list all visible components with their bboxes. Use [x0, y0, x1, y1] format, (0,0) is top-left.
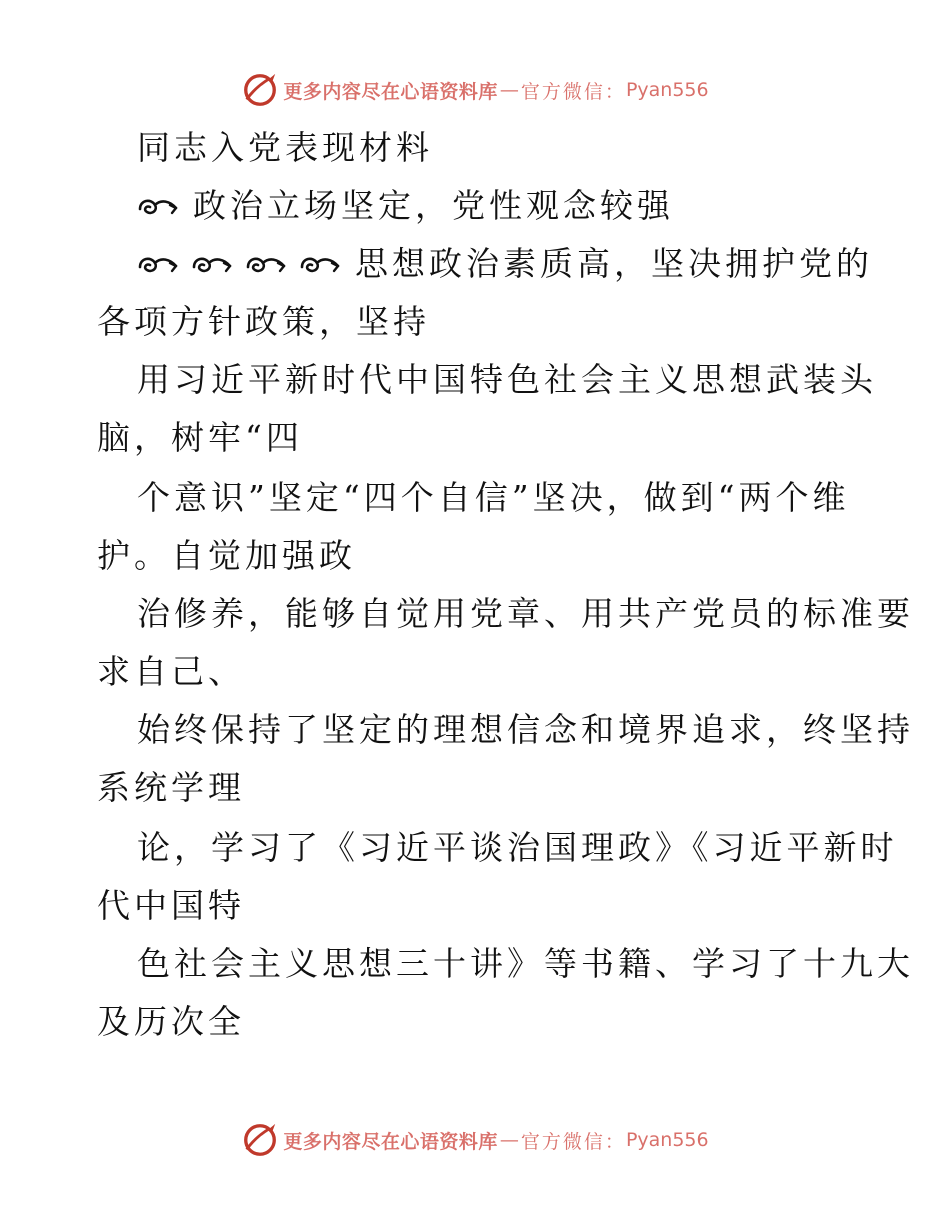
- ornament-icon: [299, 254, 341, 276]
- paragraph-line: 求自己、: [97, 652, 245, 691]
- paragraph-line: 护。自觉加强政: [97, 536, 356, 575]
- footer-banner: [0, 1118, 950, 1162]
- banner-separator: —: [499, 79, 519, 101]
- ornament-icon: [137, 254, 179, 276]
- paragraph-line: 色社会主义思想三十讲》等书籍、学习了十九大: [137, 944, 914, 983]
- ornament-icon: [245, 254, 287, 276]
- wechat-id: Pyan556: [625, 1129, 709, 1151]
- paragraph-line: 始终保持了坚定的理想信念和境界追求，终坚持: [137, 710, 914, 749]
- paragraph-line: 治修养，能够自觉用党章、用共产党员的标准要: [137, 594, 914, 633]
- paragraph-line: [137, 244, 873, 284]
- paragraph-line: 及历次全: [97, 1002, 245, 1041]
- ornament-icon: [191, 254, 233, 276]
- wechat-id: Pyan556: [625, 79, 709, 101]
- section-heading: [137, 186, 674, 226]
- header-banner: [0, 68, 950, 112]
- paragraph-line: 脑，树牢“四: [97, 418, 303, 457]
- banner-text: 更多内容尽在心语资料库: [283, 80, 498, 103]
- document-title: 同志入党表现材料: [137, 128, 433, 167]
- section-heading-text: 政治立场坚定，党性观念较强: [193, 186, 674, 225]
- paragraph-line: 个意识”坚定“四个自信”坚决，做到“两个维: [137, 478, 850, 517]
- paragraph-line: 代中国特: [97, 886, 245, 925]
- banner-separator: —: [499, 1129, 519, 1151]
- pen-logo-icon: [241, 71, 279, 109]
- paragraph-text: 思想政治素质高，坚决拥护党的: [355, 244, 873, 283]
- ornament-icon: [137, 196, 179, 218]
- paragraph-line: 用习近平新时代中国特色社会主义思想武装头: [137, 360, 877, 399]
- banner-text: 更多内容尽在心语资料库: [283, 1130, 498, 1153]
- paragraph-line: 系统学理: [97, 768, 245, 807]
- wechat-label: 官方微信：: [520, 80, 626, 103]
- wechat-label: 官方微信：: [520, 1130, 626, 1153]
- pen-logo-icon: [241, 1121, 279, 1159]
- paragraph-line: 各项方针政策，坚持: [97, 302, 430, 341]
- paragraph-line: 论，学习了《习近平谈治国理政》《习近平新时: [137, 828, 898, 867]
